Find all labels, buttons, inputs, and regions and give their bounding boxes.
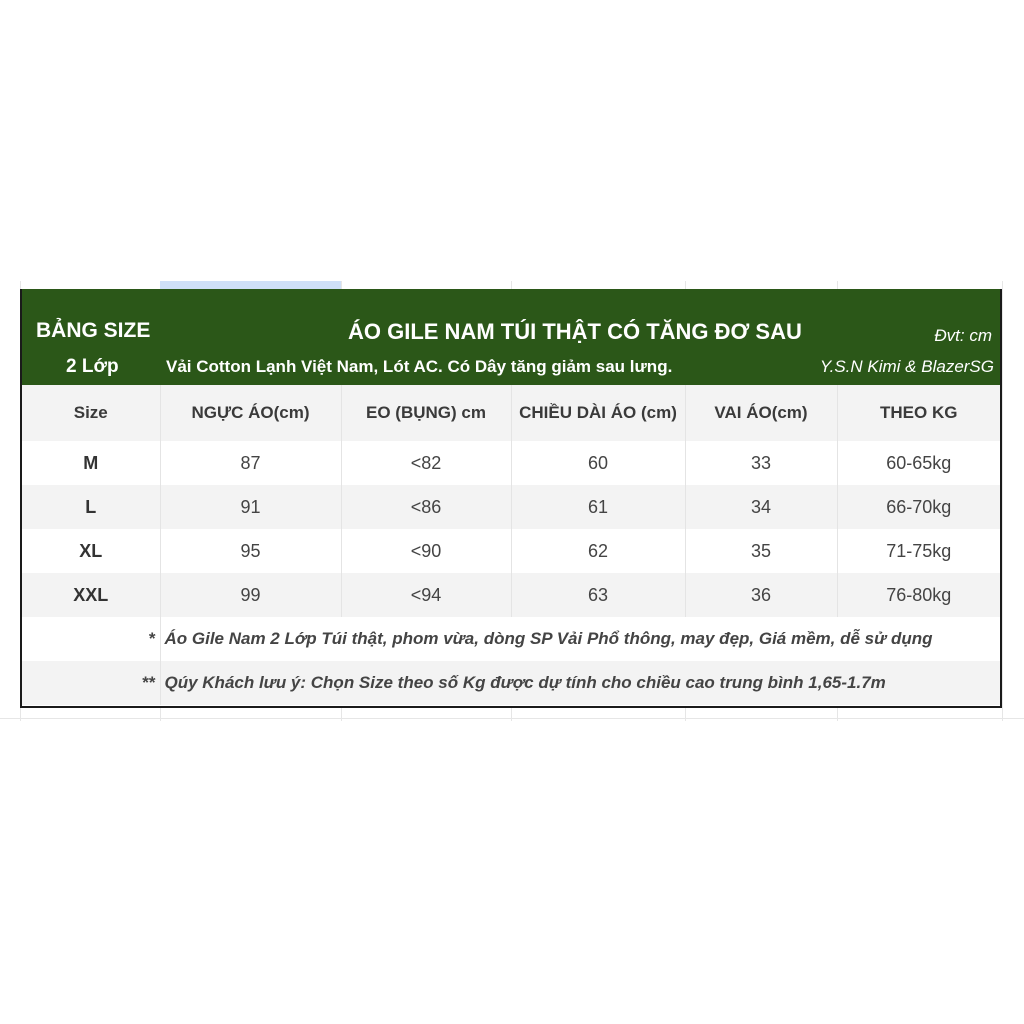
- selected-cell-highlight: [160, 281, 341, 289]
- shoulder-cell: 34: [685, 485, 837, 529]
- column-header-shoulder: VAI ÁO(cm): [685, 385, 837, 441]
- note-marker: *: [22, 617, 160, 661]
- column-header-length: CHIỀU DÀI ÁO (cm): [511, 385, 685, 441]
- note-text: Áo Gile Nam 2 Lớp Túi thật, phom vừa, dòng SP Vải Phổ thông, may đẹp, Giá mềm, dễ sử dụng: [164, 629, 933, 648]
- table-header-row: [22, 385, 1000, 441]
- column-header-weight: THEO KG: [837, 385, 1000, 441]
- column-header-chest: NGỰC ÁO(cm): [160, 385, 341, 441]
- brand-label: Y.S.N Kimi & BlazerSG: [819, 357, 994, 376]
- note-row: [22, 661, 1000, 705]
- length-cell: 61: [511, 485, 685, 529]
- note-text: Qúy Khách lưu ý: Chọn Size theo số Kg được dự tính cho chiều cao trung bình 1,65-1.7m: [160, 661, 1000, 705]
- waist-cell: <82: [341, 441, 511, 485]
- weight-cell: 66-70kg: [837, 485, 1000, 529]
- chest-cell: 95: [160, 529, 341, 573]
- chart-header: [22, 289, 1000, 385]
- chest-cell: 99: [160, 573, 341, 617]
- shoulder-cell: 33: [685, 441, 837, 485]
- note-marker: **: [22, 661, 160, 705]
- grid-line: [1002, 281, 1003, 721]
- chest-cell: 87: [160, 441, 341, 485]
- length-cell: 60: [511, 441, 685, 485]
- size-cell: XXL: [22, 573, 160, 617]
- waist-cell: <94: [341, 573, 511, 617]
- weight-cell: 71-75kg: [886, 540, 952, 561]
- size-cell: M: [22, 441, 160, 485]
- size-cell: L: [22, 485, 160, 529]
- waist-cell: <90: [341, 529, 511, 573]
- chest-cell: 91: [160, 485, 341, 529]
- product-subtitle: Vải Cotton Lạnh Việt Nam, Lót AC. Có Dây tăng giảm sau lưng.: [166, 357, 673, 376]
- size-cell: XL: [22, 529, 160, 573]
- size-table: [22, 385, 1000, 705]
- weight-cell: 76-80kg: [837, 573, 1000, 617]
- table-row: [22, 485, 1000, 529]
- note-row: [22, 617, 1000, 661]
- column-header-waist: EO (BỤNG) cm: [341, 385, 511, 441]
- size-chart-label: BẢNG SIZE: [36, 319, 151, 342]
- product-title: ÁO GILE NAM TÚI THẬT CÓ TĂNG ĐƠ SAU: [348, 319, 802, 344]
- length-cell: 62: [511, 529, 685, 573]
- weight-cell: 60-65kg: [886, 452, 952, 473]
- shoulder-cell: 35: [685, 529, 837, 573]
- unit-label: Đvt: cm: [934, 326, 992, 345]
- table-row: [22, 573, 1000, 617]
- waist-cell: <86: [341, 485, 511, 529]
- table-row: [22, 529, 1000, 573]
- shoulder-cell: 36: [685, 573, 837, 617]
- length-cell: 63: [511, 573, 685, 617]
- size-chart-sheet: [20, 289, 1002, 708]
- grid-line: [0, 718, 1024, 719]
- table-row: [22, 441, 1000, 485]
- column-header-size: Size: [22, 385, 160, 441]
- layer-label: 2 Lớp: [66, 356, 119, 377]
